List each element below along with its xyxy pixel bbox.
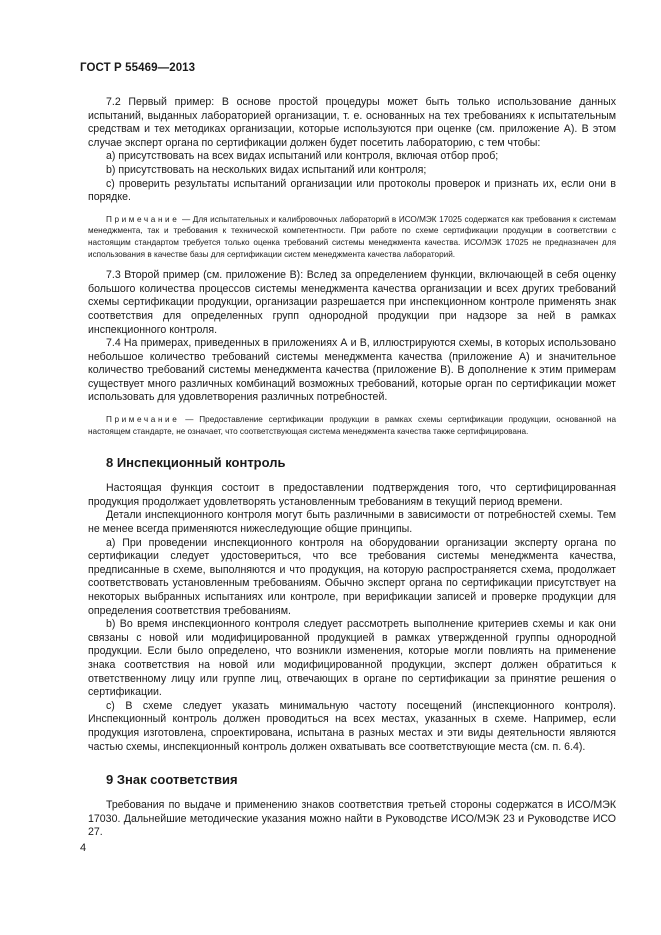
note-label: Примечание: [106, 415, 180, 425]
paragraph-7-3: 7.3 Второй пример (см. приложение В): Вслед за определением функции, включающей в себя оценку большого количества процессов системы менеджмента качества организации и всех других требований схемы сертификации продукции, организации разрешается при инспекционном контроле применять знак соответствия для определенных групп однородной продукции при надзоре за ней в рамках инспекционного контроля.: [88, 269, 616, 336]
paragraph-7-4: 7.4 На примерах, приведенных в приложениях А и В, иллюстрируются схемы, в которых использовано небольшое количество требований системы менеджмента качества (приложение А) и значительное количество требований системы менеджмента качества (приложение В). В дополнение к этим примерам существует много различных комбинаций возможных требований, которые орган по сертификации может использовать для удовлетворения различных потребностей.: [88, 337, 616, 404]
list-item-b: b) присутствовать на нескольких видах испытаний или контроля;: [106, 163, 427, 176]
section-8-item-a: a) При проведении инспекционного контроля на оборудовании организации эксперту органа по сертификации следует удостовериться, что все требования системы менеджмента качества, предписанные в схеме, выполняются и что продукция, на которую распространяется схема, продолжает соответствовать установленным требованиям. Обычно эксперт органа по сертификации присутствует на некоторых выбранных испытаниях или контроле, при верификации записей и проверке продукции для определения соответствия требованиям.: [88, 536, 616, 617]
paragraph-7-2: 7.2 Первый пример: В основе простой процедуры может быть только использование данных испытаний, выданных лабораторией организации, т. е. основанных на тех требованиях к испытательным средствам и тех методиках организации, которые используются при оценке (см. приложение А). В этом случае эксперт органа по сертификации должен будет посетить лабораторию, с тем чтобы:: [88, 96, 616, 149]
note-label: Примечание: [106, 214, 180, 224]
list-item-a: a) присутствовать на всех видах испытаний или контроля, включая отбор проб;: [106, 150, 499, 163]
page-number: 4: [80, 842, 87, 854]
list-item-c: c) проверить результаты испытаний организации или протоколы проверок и признать их, если они в порядке.: [88, 177, 616, 204]
section-8-item-c: c) В схеме следует указать минимальную частоту посещений (инспекционного контроля). Инспекционный контроль должен проводиться на всех местах, указанных в схеме. Например, если продукция изготовлена, спроектирована, испытана в разных местах и эти виды деятельности являются частью схемы, инспекционный контроль должен охватывать все соответствующие места (см. п. 6.4).: [88, 699, 616, 753]
note-text: — Для испытательных и калибровочных лабораторий в ИСО/МЭК 17025 содержатся как требования к системам менеджмента, так и требования к технической компетентности. При работе по схеме сертификации продукции в соответствии с настоящим стандартом требуется только оценка требований системы менеджмента качества. ИСО/МЭК 17025 не предназначен для использования в качестве базы для сертификации систем менеджмента качества лабораторий.: [88, 214, 616, 259]
note-1: [88, 214, 616, 260]
section-8-heading: 8 Инспекционный контроль: [106, 455, 286, 471]
section-8-item-b: b) Во время инспекционного контроля следует рассмотреть выполнение критериев схемы и как они связаны с новой или модифицированной продукцией в рамках утвержденной группы однородной продукции. Если было определено, что возникли изменения, которые могли повлиять на применение знака соответствия на новой или модифицированной продукции, эксперт должен обратиться к ответственному лицу или группе лиц, отвечающих в органе по сертификации за принятие решения о сертификации.: [88, 618, 616, 699]
page-content: [88, 96, 616, 840]
section-9-paragraph-1: Требования по выдаче и применению знаков соответствия третьей стороны содержатся в ИСО/МЭК 17030. Дальнейшие методические указания можно найти в Руководстве ИСО/МЭК 23 и Руководстве ИСО 27.: [88, 799, 616, 839]
section-8-paragraph-2: Детали инспекционного контроля могут быть различными в зависимости от потребностей схемы. Тем не менее всегда применяются нижеследующие общие принципы.: [88, 509, 616, 536]
section-8-paragraph-1: Настоящая функция состоит в предоставлении подтверждения того, что сертифицированная продукция продолжает удовлетворять установленным требованиям в текущий период времени.: [88, 482, 616, 508]
section-9-heading: 9 Знак соответствия: [106, 772, 238, 788]
note-2: [88, 414, 616, 437]
standard-header: ГОСТ Р 55469—2013: [80, 62, 196, 74]
note-text: — Предоставление сертификации продукции в рамках схемы сертификации продукции, основанной на настоящем стандарте, не означает, что соответствующая система менеджмента качества также сертифицирована.: [88, 415, 616, 436]
